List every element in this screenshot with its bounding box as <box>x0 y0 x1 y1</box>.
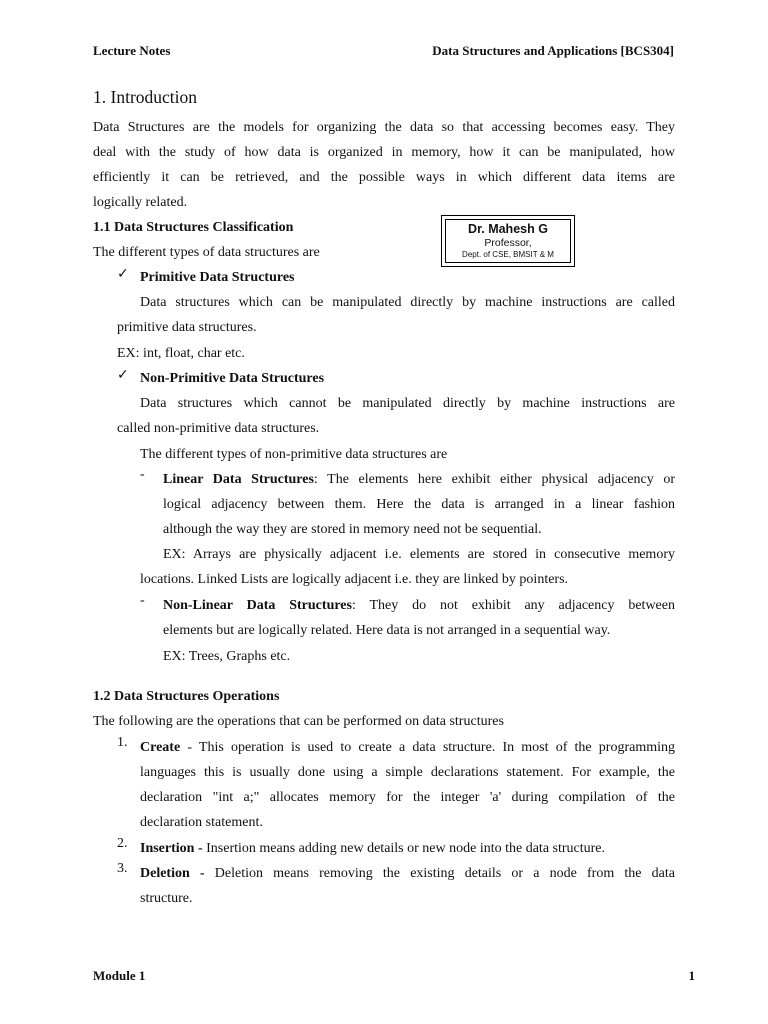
insertion-line-1-rest: Insertion means adding new details or new node into the data structure. <box>202 841 606 856</box>
deletion-line-2: structure. <box>140 891 193 906</box>
linear-term: Linear Data Structures <box>163 472 314 487</box>
nonlinear-line-1 <box>163 593 675 618</box>
non-primitive-title: Non-Primitive Data Structures <box>140 371 325 386</box>
primitive-line-2: primitive data structures. <box>117 320 257 335</box>
nonlinear-example: EX: Trees, Graphs etc. <box>163 649 291 664</box>
footer-page-number: 1 <box>688 968 695 983</box>
dash-bullet: - <box>140 467 145 482</box>
nonlinear-line-2: elements but are logically related. Here data is not arranged in a sequential way. <box>163 623 611 638</box>
linear-line-1-rest: : The elements here exhibit either physical adjacency or <box>313 472 675 487</box>
non-primitive-types-intro: The different types of non-primitive data structures are <box>140 447 448 462</box>
header-right: Data Structures and Applications [BCS304] <box>432 43 674 58</box>
header-left: Lecture Notes <box>93 43 171 58</box>
author-role: Professor, <box>484 237 532 249</box>
create-line-4: declaration statement. <box>140 815 263 830</box>
checkmark-icon: ✓ <box>117 266 129 282</box>
section-title-operations: 1.2 Data Structures Operations <box>93 689 280 704</box>
list-number: 3. <box>117 861 128 876</box>
primitive-title: Primitive Data Structures <box>140 270 295 285</box>
author-box <box>441 215 575 267</box>
insertion-term: Insertion - <box>140 841 203 856</box>
list-number: 2. <box>117 836 128 851</box>
deletion-line-1-rest: Deletion means removing the existing details or a node from the data <box>204 866 675 881</box>
create-line-1 <box>140 735 675 760</box>
create-line-3: declaration "int a;" allocates memory for the integer 'a' during compilation of the <box>140 790 675 805</box>
linear-line-1 <box>163 467 675 492</box>
checkmark-icon: ✓ <box>117 367 129 383</box>
linear-example-line-1: EX: Arrays are physically adjacent i.e. elements are stored in consecutive memory <box>163 547 675 562</box>
non-primitive-line-1: Data structures which cannot be manipulated directly by machine instructions are <box>140 396 675 411</box>
author-dept: Dept. of CSE, BMSIT & M <box>462 250 554 259</box>
deletion-line-1 <box>140 861 675 886</box>
author-box-inner <box>445 219 571 263</box>
operations-intro: The following are the operations that can be performed on data structures <box>93 714 504 729</box>
footer-module: Module 1 <box>93 968 146 983</box>
linear-example-line-2: locations. Linked Lists are logically adjacent i.e. they are linked by pointers. <box>140 572 569 587</box>
dash-bullet: - <box>140 593 145 608</box>
nonlinear-line-1-rest: : They do not exhibit any adjacency between <box>351 598 675 613</box>
non-primitive-line-2: called non-primitive data structures. <box>117 421 320 436</box>
intro-line-2: deal with the study of how data is organized in memory, how it can be manipulated, how <box>93 145 675 160</box>
deletion-term: Deletion - <box>140 866 205 881</box>
nonlinear-term: Non-Linear Data Structures <box>163 598 352 613</box>
create-line-2: languages this is usually done using a simple declarations statement. For example, the <box>140 765 675 780</box>
insertion-line-1 <box>140 836 605 861</box>
section-title-classification: 1.1 Data Structures Classification <box>93 220 294 235</box>
classification-intro: The different types of data structures are <box>93 245 320 260</box>
intro-line-4: logically related. <box>93 195 188 210</box>
create-term: Create <box>140 740 181 755</box>
primitive-line-1: Data structures which can be manipulated directly by machine instructions are called <box>140 295 675 310</box>
linear-line-2: logical adjacency between them. Here the data is arranged in a linear fashion <box>163 497 675 512</box>
create-line-1-rest: - This operation is used to create a data structure. In most of the programming <box>180 740 675 755</box>
list-number: 1. <box>117 735 128 750</box>
linear-line-3: although the way they are stored in memory need not be sequential. <box>163 522 542 537</box>
section-title-introduction: 1. Introduction <box>93 87 198 107</box>
intro-line-1: Data Structures are the models for organizing the data so that accessing becomes easy. They <box>93 120 675 135</box>
intro-line-3: efficiently it can be retrieved, and the possible ways in which different data items are <box>93 170 675 185</box>
author-name: Dr. Mahesh G <box>468 222 548 236</box>
primitive-example: EX: int, float, char etc. <box>117 346 245 361</box>
